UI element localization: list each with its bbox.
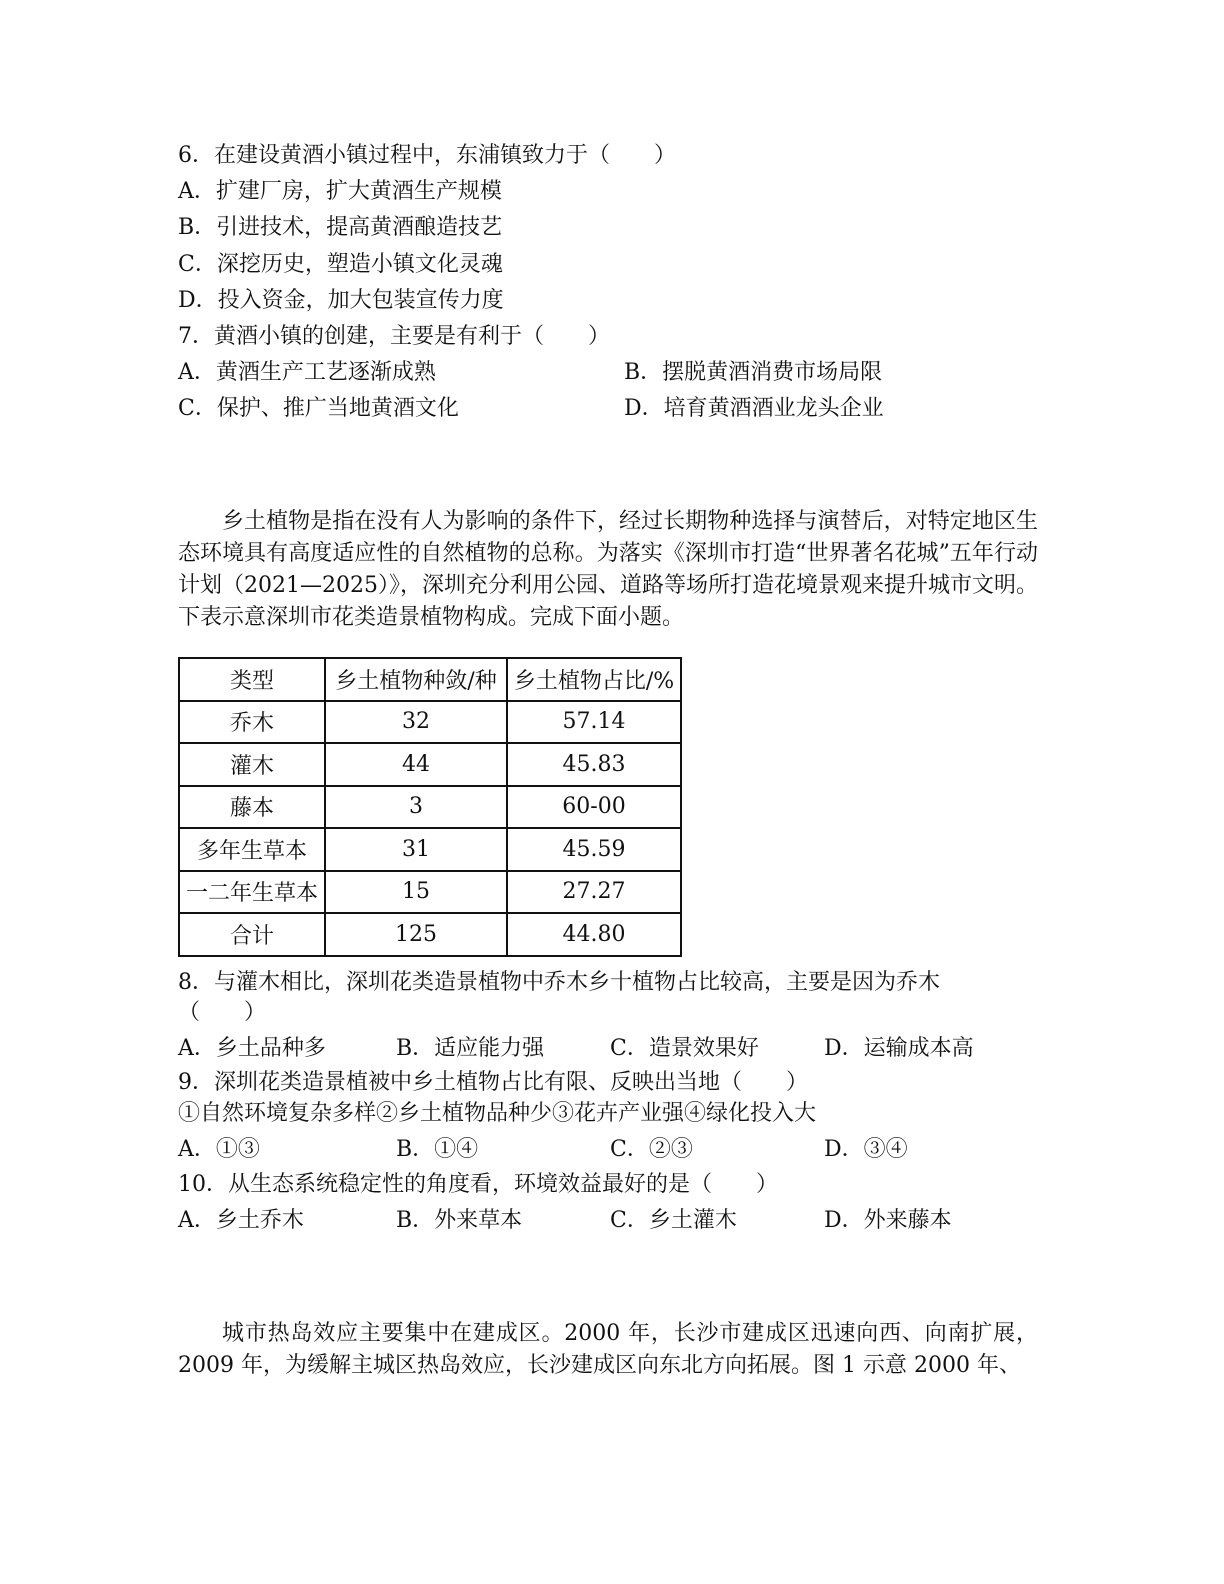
q6-option-a: A．扩建厂房，扩大黄酒生产规模 <box>178 179 502 204</box>
cell-share: 45.83 <box>507 743 681 786</box>
q9-statements: ①自然环境复杂多样②乡土植物品种少③花卉产业强④绿化投入大 <box>178 1101 817 1126</box>
table-row <box>179 828 681 871</box>
q9-stem: 9．深圳花类造景植被中乡土植物占比有限、反映出当地（ ） <box>178 1070 808 1095</box>
q6-option-b: B．引进技术，提高黄酒酿造技艺 <box>178 215 503 240</box>
plant-composition-table <box>178 657 682 957</box>
q9-option-d: D．③④ <box>824 1137 908 1162</box>
cell-count: 125 <box>325 913 507 956</box>
q6-option-d: D．投入资金，加大包装宣传力度 <box>178 288 504 313</box>
passage-heat-island-text: 城市热岛效应主要集中在建成区。2000 年，长沙市建成区迅速向西、向南扩展，2009 年，为缓解主城区热岛效应，长沙建成区向东北方向拓展。图 1 示意 2000 年、 <box>178 1321 1038 1378</box>
cell-type: 灌木 <box>179 743 325 786</box>
q7-option-b: B．摆脱黄酒消费市场局限 <box>624 360 883 385</box>
header-type: 类型 <box>179 658 325 701</box>
q9-option-c: C．②③ <box>610 1137 693 1162</box>
q8-option-d: D．运输成本高 <box>824 1036 974 1061</box>
passage-heat-island <box>178 1318 1038 1382</box>
header-share: 乡土植物占比/% <box>507 658 681 701</box>
q6-option-c: C．深挖历史，塑造小镇文化灵魂 <box>178 252 503 277</box>
cell-type: 合计 <box>179 913 325 956</box>
q10-option-a: A．乡土乔木 <box>178 1208 304 1233</box>
table-row <box>179 913 681 956</box>
cell-count: 3 <box>325 786 507 829</box>
q7-option-c: C．保护、推广当地黄酒文化 <box>178 396 459 421</box>
q8-stem: 8．与灌木相比，深圳花类造景植物中乔木乡十植物占比较高，主要是因为乔木 <box>178 970 940 995</box>
q10-option-d: D．外来藤本 <box>824 1208 952 1233</box>
cell-type: 藤本 <box>179 786 325 829</box>
cell-count: 15 <box>325 871 507 914</box>
q6-stem: 6．在建设黄酒小镇过程中，东浦镇致力于（ ） <box>178 143 676 168</box>
q8-option-a: A．乡土品种多 <box>178 1036 326 1061</box>
cell-type: 多年生草本 <box>179 828 325 871</box>
passage-native-plants-text: 乡土植物是指在没有人为影响的条件下，经过长期物种选择与演替后，对特定地区生态环境具有高度适应性的自然植物的总称。为落实《深圳市打造“世界著名花城”五年行动计划（2021—2025）》，深圳充分利用公园、道路等场所打造花境景观来提升城市文明。下表示意深圳市花类造景植物构成。完成下面小题。 <box>178 509 1038 630</box>
table-row <box>179 786 681 829</box>
q10-option-c: C．乡土灌木 <box>610 1208 737 1233</box>
q10-option-b: B．外来草本 <box>396 1208 523 1233</box>
q7-option-a: A．黄酒生产工艺逐渐成熟 <box>178 360 436 385</box>
cell-count: 44 <box>325 743 507 786</box>
q10-stem: 10．从生态系统稳定性的角度看，环境效益最好的是（ ） <box>178 1172 778 1197</box>
q9-option-a: A．①③ <box>178 1137 260 1162</box>
table-row <box>179 871 681 914</box>
header-species-count: 乡土植物种敛/种 <box>325 658 507 701</box>
cell-count: 32 <box>325 701 507 744</box>
cell-share: 57.14 <box>507 701 681 744</box>
table-row <box>179 701 681 744</box>
cell-share: 45.59 <box>507 828 681 871</box>
cell-type: 乔木 <box>179 701 325 744</box>
passage-native-plants <box>178 506 1038 634</box>
cell-share: 27.27 <box>507 871 681 914</box>
table-row <box>179 743 681 786</box>
q9-option-b: B．①④ <box>396 1137 479 1162</box>
q8-option-c: C．造景效果好 <box>610 1036 759 1061</box>
table-header-row <box>179 658 681 701</box>
cell-share: 44.80 <box>507 913 681 956</box>
q7-stem: 7．黄酒小镇的创建，主要是有利于（ ） <box>178 324 610 349</box>
cell-share: 60-00 <box>507 786 681 829</box>
q7-option-d: D．培育黄酒酒业龙头企业 <box>624 396 884 421</box>
q8-option-b: B．适应能力强 <box>396 1036 545 1061</box>
q8-stem-bracket: （ ） <box>178 1000 267 1025</box>
cell-type: 一二年生草本 <box>179 871 325 914</box>
cell-count: 31 <box>325 828 507 871</box>
